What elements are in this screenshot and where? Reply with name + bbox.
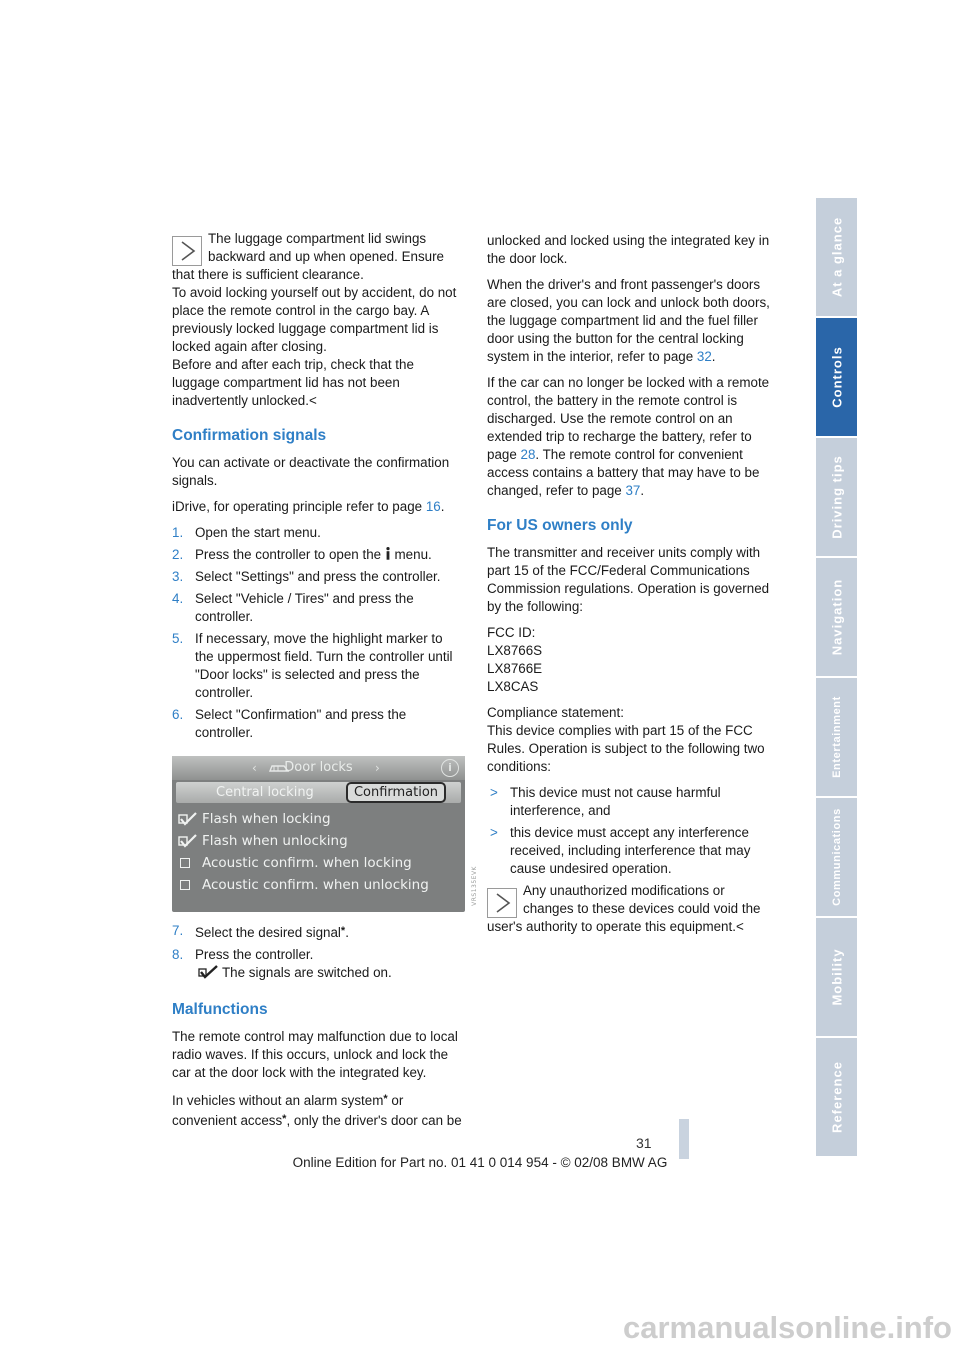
body-paragraph: The transmitter and receiver units comply with part 15 of the FCC/Federal Communications Commission regulations. Operation is governed by the following: bbox=[487, 545, 770, 614]
page-link[interactable]: 16 bbox=[425, 499, 441, 514]
sidebar-tab-entertainment[interactable]: Entertainment bbox=[816, 678, 857, 796]
option-acoustic-when-locking[interactable]: Acoustic confirm. when locking bbox=[176, 852, 429, 874]
sidebar-tab-reference[interactable]: Reference bbox=[816, 1038, 857, 1156]
body-paragraph: When the driver's and front passenger's doors are closed, you can lock and unlock both doors, the luggage compartment lid and the fuel filler door using the button for the central locking system in the interior, refer to page 32. bbox=[487, 277, 770, 364]
checkbox-icon bbox=[180, 880, 190, 890]
edition-marker-bar bbox=[679, 1119, 689, 1159]
list-item: 3. Select "Settings" and press the controller. bbox=[172, 569, 441, 584]
left-column bbox=[172, 230, 478, 1134]
list-item: 6. Select "Confirmation" and press the controller. bbox=[172, 707, 407, 740]
note-text: user's authority to operate this equipment.< bbox=[487, 919, 744, 934]
sidebar-tab-at-a-glance[interactable]: At a glance bbox=[816, 198, 857, 316]
list-item: 1. Open the start menu. bbox=[172, 525, 321, 540]
steps-list-continued bbox=[172, 922, 464, 982]
conditions-list bbox=[487, 784, 779, 878]
list-item: 7. Select the desired signal*. bbox=[172, 923, 349, 940]
checkmark-icon bbox=[178, 833, 198, 847]
body-paragraph: In vehicles without an alarm system* or convenient access*, only the driver's door can be bbox=[172, 1093, 462, 1128]
list-item: > This device must not cause harmful interference, and bbox=[490, 785, 721, 818]
note-triangle-icon bbox=[172, 236, 202, 266]
page-link[interactable]: 37 bbox=[625, 483, 641, 498]
page-number: 31 bbox=[636, 1135, 652, 1151]
note-line: backward and up when opened. Ensure bbox=[208, 249, 444, 264]
optional-equipment-star: * bbox=[340, 925, 346, 937]
body-paragraph: unlocked and locked using the integrated key in the door lock. bbox=[487, 233, 770, 266]
caution-note bbox=[172, 230, 464, 410]
end-mark: < bbox=[735, 919, 744, 934]
checkmark-icon bbox=[198, 965, 218, 979]
caution-note bbox=[487, 882, 779, 936]
checkbox-icon bbox=[180, 858, 190, 868]
steps-list bbox=[172, 524, 464, 742]
arrow-right-icon: › bbox=[375, 761, 380, 775]
footer-edition: Online Edition for Part no. 01 41 0 014 954 - © 02/08 BMW AG bbox=[292, 1155, 668, 1170]
section-sidebar bbox=[816, 198, 857, 1160]
idrive-reference: iDrive, for operating principle refer to page 16. bbox=[172, 499, 445, 514]
list-item: 5. If necessary, move the highlight marker to the uppermost field. Turn the controller until "Door locks" is selected and press the controller. bbox=[172, 631, 453, 700]
end-mark: < bbox=[308, 393, 317, 408]
checkmark-icon bbox=[178, 811, 198, 825]
arrow-left-icon: ‹ bbox=[252, 761, 257, 775]
note-line: changes to these devices could void the bbox=[523, 901, 761, 916]
sidebar-tab-mobility[interactable]: Mobility bbox=[816, 918, 857, 1036]
image-code: VRS135EVK bbox=[471, 866, 478, 906]
sidebar-tab-driving-tips[interactable]: Driving tips bbox=[816, 438, 857, 556]
heading-malfunctions: Malfunctions bbox=[172, 1001, 268, 1018]
option-acoustic-when-unlocking[interactable]: Acoustic confirm. when unlocking bbox=[176, 874, 429, 896]
info-icon[interactable]: i bbox=[441, 759, 459, 777]
note-line: Any unauthorized modifications or bbox=[523, 883, 725, 898]
screen-title-bar bbox=[172, 756, 465, 780]
list-item: 4. Select "Vehicle / Tires" and press the controller. bbox=[172, 591, 414, 624]
list-item: 2. Press the controller to open the menu. bbox=[172, 547, 432, 562]
note-text: that there is sufficient clearance. bbox=[172, 267, 364, 282]
sidebar-tab-communications[interactable]: Communications bbox=[816, 798, 857, 916]
watermark: carmanualsonline.info bbox=[622, 1310, 952, 1345]
right-column bbox=[487, 232, 779, 936]
list-item: > this device must accept any interference received, including interference that may cause undesired operation. bbox=[490, 825, 751, 876]
body-paragraph: If the car can no longer be locked with a remote control, the battery in the remote control is discharged. Use the remote control on an extended trip to recharge the battery, refer to page 28. The remote control for convenient access contains a battery that may have to be changed, refer to page 37. bbox=[487, 375, 770, 498]
body-paragraph: You can activate or deactivate the confirmation signals. bbox=[172, 455, 450, 488]
heading-confirmation-signals: Confirmation signals bbox=[172, 427, 327, 444]
note-line: The luggage compartment lid swings bbox=[208, 231, 427, 246]
fcc-id-block: FCC ID: LX8766S LX8766E LX8CAS bbox=[487, 625, 543, 694]
list-item: 8. Press the controller. The signals are switched on. bbox=[172, 947, 392, 980]
note-triangle-icon bbox=[487, 888, 517, 918]
sidebar-tab-controls[interactable]: Controls bbox=[816, 318, 857, 436]
tab-central-locking[interactable]: Central locking bbox=[216, 785, 314, 800]
screen-tab-bar bbox=[176, 782, 461, 803]
option-flash-when-locking[interactable]: Flash when locking bbox=[176, 808, 429, 830]
tab-confirmation[interactable]: Confirmation bbox=[346, 782, 446, 803]
sidebar-tab-navigation[interactable]: Navigation bbox=[816, 558, 857, 676]
page-link[interactable]: 28 bbox=[520, 447, 536, 462]
idrive-screen bbox=[172, 756, 478, 912]
screen-options bbox=[176, 808, 429, 896]
compliance-statement: Compliance statement: This device complies with part 15 of the FCC Rules. Operation is subject to the following two conditions: bbox=[487, 705, 765, 774]
option-flash-when-unlocking[interactable]: Flash when unlocking bbox=[176, 830, 429, 852]
body-paragraph: The remote control may malfunction due to local radio waves. If this occurs, unlock and lock the car at the door lock with the integrated key. bbox=[172, 1029, 458, 1080]
body-paragraph: To avoid locking yourself out by accident, do not place the remote control in the cargo bay. A previously locked luggage compartment lid is locked again after closing. bbox=[172, 285, 457, 354]
body-paragraph: Before and after each trip, check that the luggage compartment lid has not been inadvertently unlocked.< bbox=[172, 357, 414, 408]
heading-us-owners: For US owners only bbox=[487, 517, 633, 534]
screen-title: Door locks bbox=[284, 760, 353, 775]
page-link[interactable]: 32 bbox=[696, 349, 712, 364]
